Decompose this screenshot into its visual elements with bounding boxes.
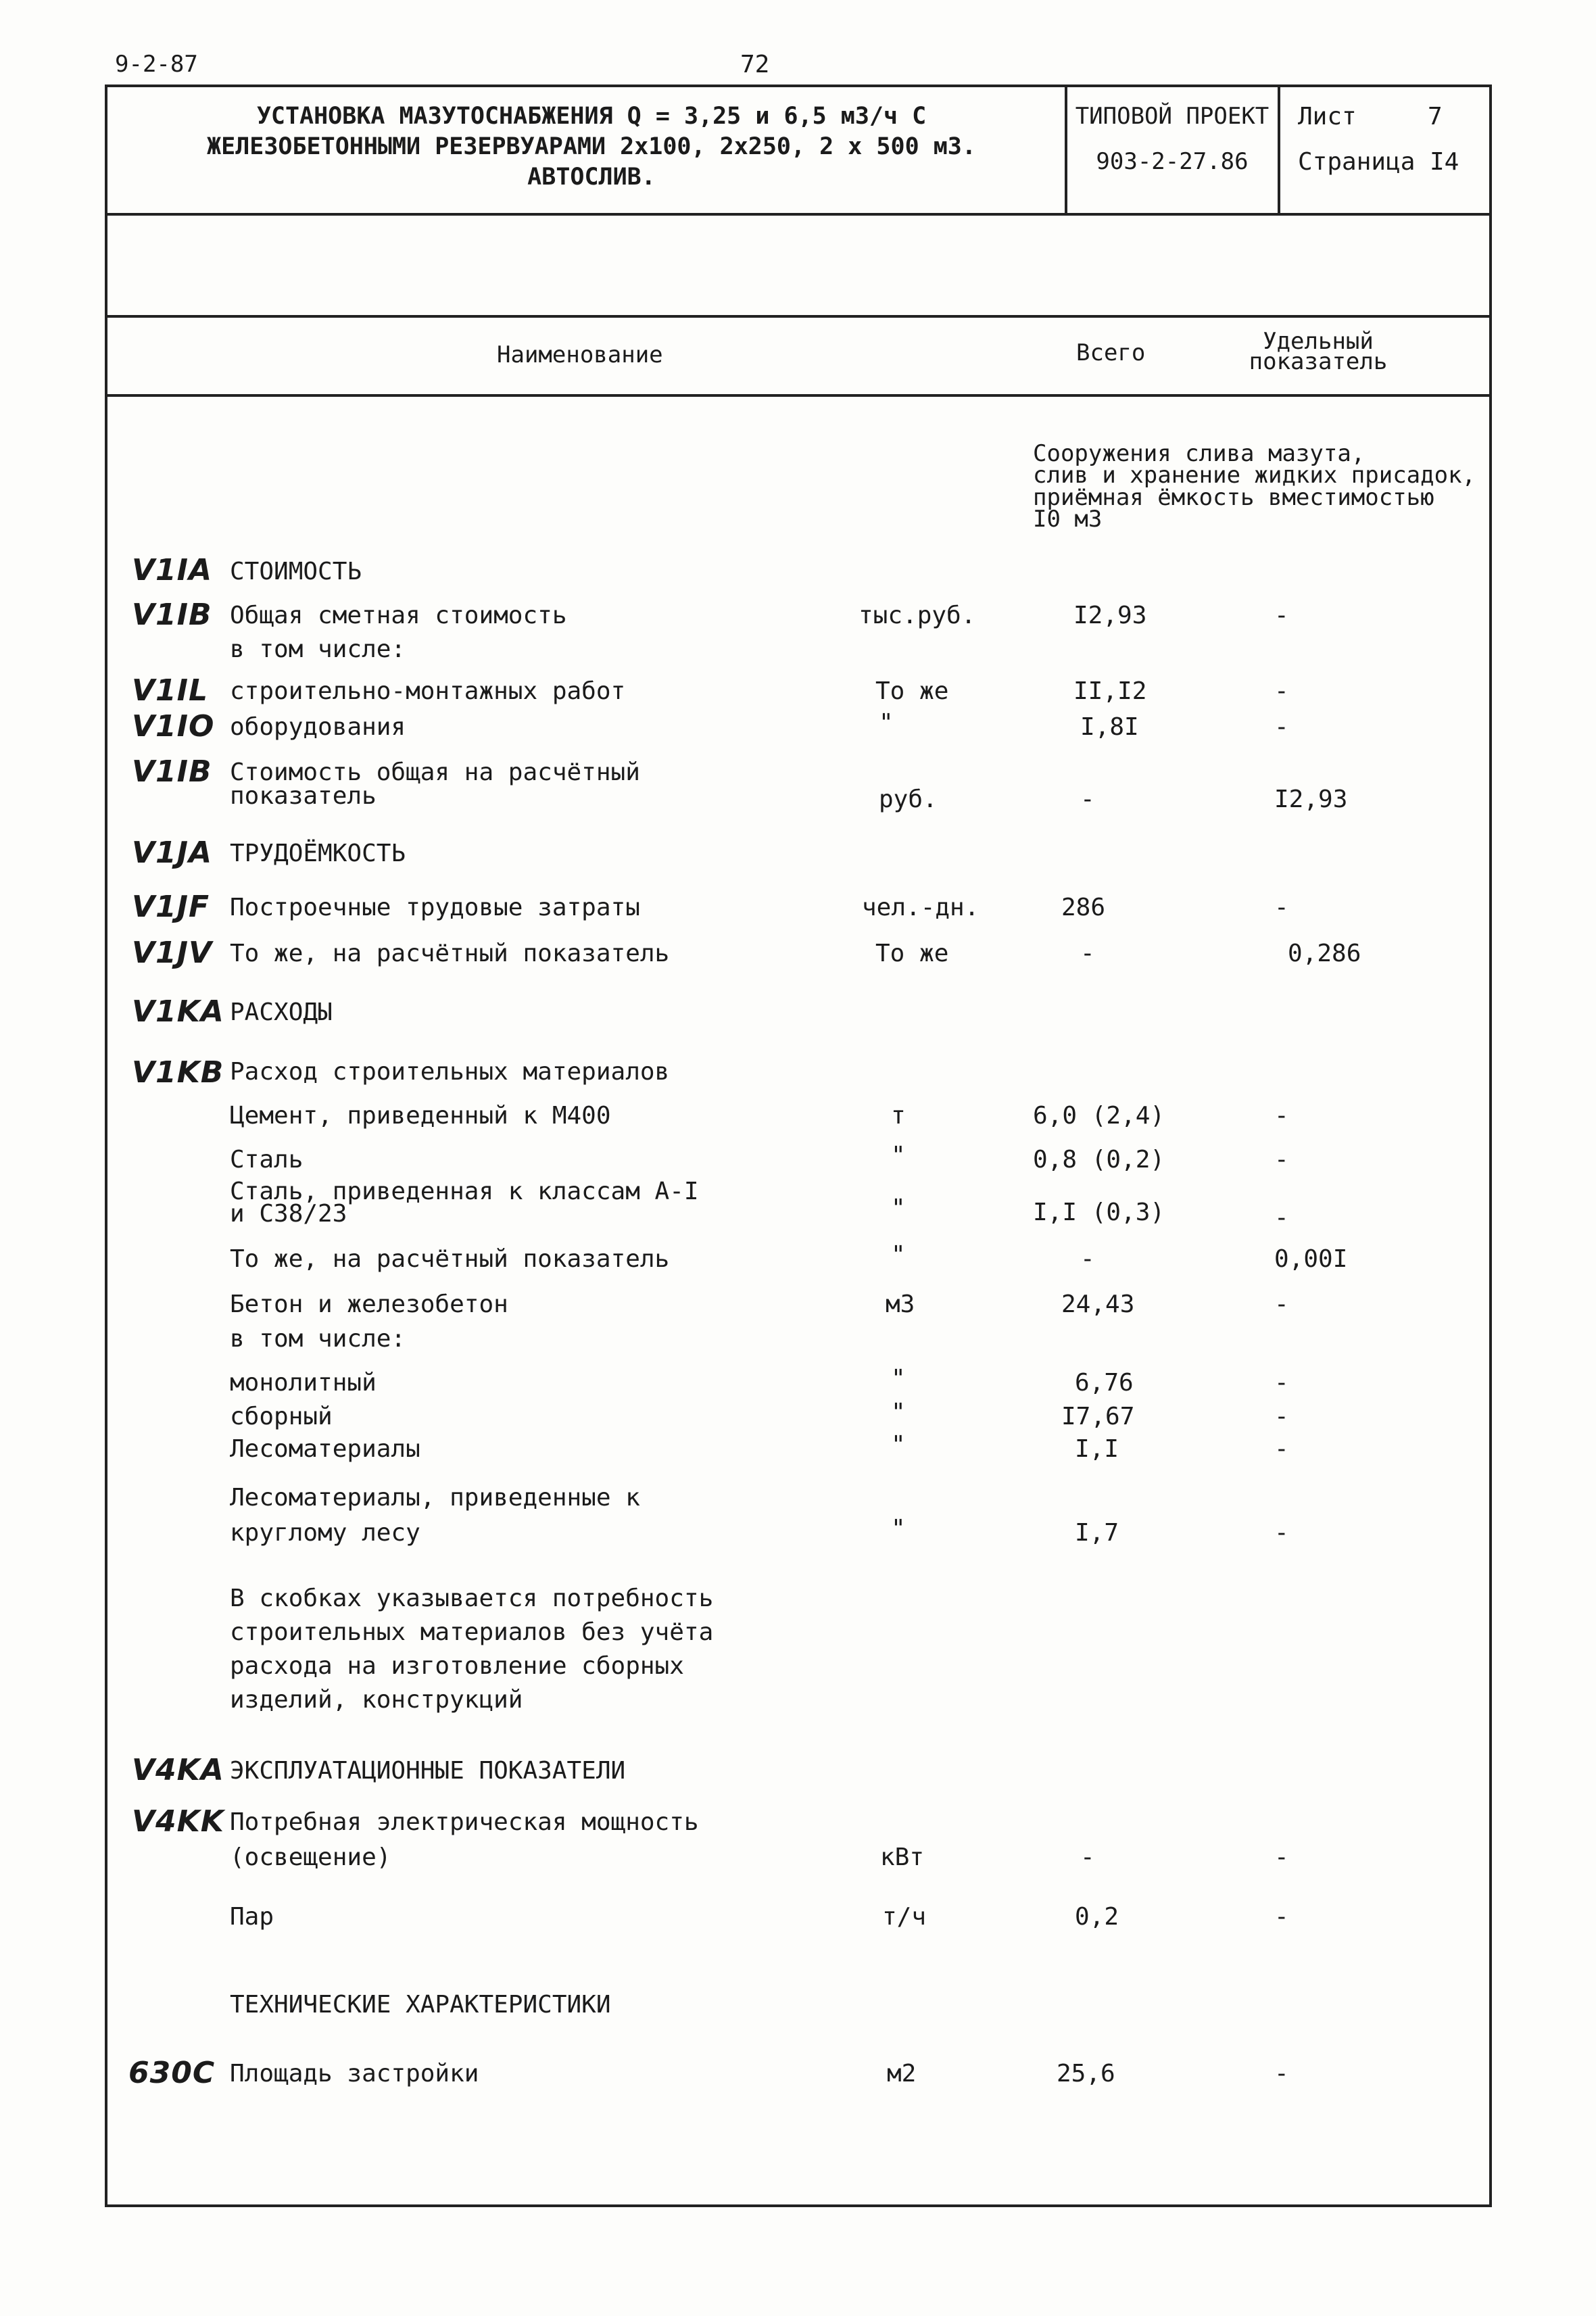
row-total: - xyxy=(1080,786,1095,813)
row-specific: - xyxy=(1274,1102,1289,1130)
row-specific: - xyxy=(1274,894,1289,921)
row-code: V4KA xyxy=(132,1753,224,1787)
row-unit: " xyxy=(891,1515,906,1543)
row-total: I,7 xyxy=(1075,1519,1119,1547)
section-heading: ТРУДОЁМКОСТЬ xyxy=(230,840,406,867)
row-name: Потребная электрическая мощность xyxy=(230,1808,699,1836)
column-header-top-line xyxy=(105,315,1492,318)
row-unit: " xyxy=(891,1195,906,1222)
row-total: I7,67 xyxy=(1061,1403,1135,1430)
bracket-note xyxy=(230,1582,713,1717)
title-line: ЖЕЛЕЗОБЕТОННЫМИ РЕЗЕРВУАРАМИ 2х100, 2х250, 2 х 500 м3. xyxy=(207,132,976,160)
row-name: Общая сметная стоимость xyxy=(230,602,567,629)
row-total: 0,8 (0,2) xyxy=(1033,1146,1165,1174)
row-specific: - xyxy=(1274,677,1289,705)
project-label: ТИПОВОЙ ПРОЕКТ xyxy=(1075,103,1269,130)
row-name: оборудования xyxy=(230,713,406,741)
row-total: 25,6 xyxy=(1057,2060,1115,2088)
row-total: I2,93 xyxy=(1073,602,1147,629)
row-unit: м2 xyxy=(887,2060,917,2088)
row-name: То же, на расчётный показатель xyxy=(230,1245,670,1273)
title-line: УСТАНОВКА МАЗУТОСНАБЖЕНИЯ Q = 3,25 и 6,5 м3/ч С xyxy=(256,103,927,130)
row-code: V1KB xyxy=(132,1055,224,1090)
row-unit: " xyxy=(891,1431,906,1459)
facility-note-line: приёмная ёмкость вместимостью xyxy=(1033,483,1434,511)
row-name: сборный xyxy=(230,1403,333,1430)
bracket-note-line: изделий, конструкций xyxy=(230,1686,523,1714)
row-code: V1IB xyxy=(132,754,212,789)
row-unit: " xyxy=(891,1399,906,1426)
row-unit: " xyxy=(891,1241,906,1269)
row-specific: - xyxy=(1274,2060,1289,2088)
row-total: 6,76 xyxy=(1075,1369,1134,1397)
row-specific: I2,93 xyxy=(1274,786,1348,813)
row-code: V1JA xyxy=(132,836,213,870)
row-unit: чел.-дн. xyxy=(862,894,980,921)
row-specific: - xyxy=(1274,602,1289,629)
row-total: 286 xyxy=(1061,894,1106,921)
row-unit: " xyxy=(891,1365,906,1393)
row-name: Построечные трудовые затраты xyxy=(230,894,640,921)
row-name-line2: в том числе: xyxy=(230,1325,406,1353)
row-total: I,8I xyxy=(1080,713,1139,741)
row-name: То же, на расчётный показатель xyxy=(230,940,670,967)
row-specific: - xyxy=(1274,713,1289,741)
section-heading: СТОИМОСТЬ xyxy=(230,558,362,585)
row-specific: - xyxy=(1274,1204,1289,1232)
row-name: Стоимость общая на расчётный xyxy=(230,758,640,786)
row-total: I,I xyxy=(1075,1435,1119,1463)
row-code: V1JF xyxy=(132,890,210,924)
row-unit: т xyxy=(891,1102,906,1130)
row-total: - xyxy=(1080,1843,1095,1871)
section-heading: ТЕХНИЧЕСКИЕ ХАРАКТЕРИСТИКИ xyxy=(230,1991,611,2019)
row-unit: т/ч xyxy=(882,1903,927,1931)
row-name: монолитный xyxy=(230,1369,377,1397)
column-header-total: Всего xyxy=(1076,339,1146,366)
row-name: Лесоматериалы, приведенные к xyxy=(230,1484,640,1512)
row-total: II,I2 xyxy=(1073,677,1147,705)
row-name-line2: в том числе: xyxy=(230,635,406,663)
row-code: V1IL xyxy=(132,673,209,708)
row-name: Площадь застройки xyxy=(230,2060,479,2088)
row-code: V1JV xyxy=(132,936,213,970)
row-name: Расход строительных материалов xyxy=(230,1058,670,1086)
row-unit: руб. xyxy=(879,786,938,813)
row-name: Сталь, приведенная к классам А-I xyxy=(230,1178,699,1205)
row-unit: То же xyxy=(875,940,949,967)
row-name-line2: круглому лесу xyxy=(230,1519,420,1547)
row-total: 0,2 xyxy=(1075,1903,1119,1931)
column-header-specific-1: Удельный xyxy=(1263,328,1374,355)
bracket-note-line: В скобках указывается потребность xyxy=(230,1585,714,1612)
section-heading: ЭКСПЛУАТАЦИОННЫЕ ПОКАЗАТЕЛИ xyxy=(230,1757,626,1785)
row-code: V1IB xyxy=(132,598,212,632)
row-unit: м3 xyxy=(886,1290,915,1318)
page-label: Страница xyxy=(1298,148,1416,176)
row-specific: 0,00I xyxy=(1274,1245,1348,1273)
project-number: 903-2-27.86 xyxy=(1096,148,1249,175)
row-specific: - xyxy=(1274,1369,1289,1397)
row-total: I,I (0,3) xyxy=(1033,1199,1165,1226)
sheet-label: Лист xyxy=(1298,103,1357,130)
document-series: 9-2-87 xyxy=(115,51,198,78)
row-total: 24,43 xyxy=(1061,1290,1135,1318)
section-heading: РАСХОДЫ xyxy=(230,998,333,1026)
row-specific: - xyxy=(1274,1843,1289,1871)
header-vline-2 xyxy=(1278,85,1280,214)
header-vline-1 xyxy=(1065,85,1067,214)
row-unit: " xyxy=(891,1142,906,1169)
row-name: Бетон и железобетон xyxy=(230,1290,508,1318)
row-specific: - xyxy=(1274,1435,1289,1463)
row-name: Цемент, приведенный к М400 xyxy=(230,1102,611,1130)
facility-note xyxy=(1033,440,1476,533)
row-specific: - xyxy=(1274,1146,1289,1174)
row-name: строительно-монтажных работ xyxy=(230,677,626,705)
column-header-bottom-line xyxy=(105,394,1492,397)
row-code: V1KA xyxy=(132,994,224,1029)
header-divider xyxy=(105,213,1492,216)
page-number: 72 xyxy=(740,51,770,78)
row-total: 6,0 (2,4) xyxy=(1033,1102,1165,1130)
column-header-name: Наименование xyxy=(497,341,663,368)
facility-note-line: I0 м3 xyxy=(1033,505,1103,533)
row-code: 630C xyxy=(128,2056,216,2090)
page-value: I4 xyxy=(1430,148,1459,176)
row-unit: тыс.руб. xyxy=(859,602,976,629)
row-unit: То же xyxy=(875,677,949,705)
title-line: АВТОСЛИВ. xyxy=(527,163,656,191)
row-specific: - xyxy=(1274,1519,1289,1547)
row-total: - xyxy=(1080,1245,1095,1273)
document-title xyxy=(128,101,1055,192)
row-total: - xyxy=(1080,940,1095,967)
row-unit: кВт xyxy=(880,1843,925,1871)
row-name-line2: (освещение) xyxy=(230,1843,391,1871)
row-name: Лесоматериалы xyxy=(230,1435,420,1463)
column-header-specific-2: показатель xyxy=(1249,348,1388,375)
row-code: V1IA xyxy=(132,553,213,587)
row-code: V1IO xyxy=(132,709,215,744)
row-specific: 0,286 xyxy=(1288,940,1361,967)
facility-note-line: Сооружения слива мазута, xyxy=(1033,440,1365,467)
row-unit: " xyxy=(879,709,894,737)
row-name-line2: и С38/23 xyxy=(230,1200,347,1228)
row-specific: - xyxy=(1274,1403,1289,1430)
row-code: V4KK xyxy=(132,1804,224,1839)
row-specific: - xyxy=(1274,1903,1289,1931)
sheet-value: 7 xyxy=(1428,103,1443,130)
bracket-note-line: строительных материалов без учёта xyxy=(230,1618,714,1646)
row-name-line2: показатель xyxy=(230,782,377,810)
facility-note-line: слив и хранение жидких присадок, xyxy=(1033,462,1476,489)
row-name: Пар xyxy=(230,1903,274,1931)
row-specific: - xyxy=(1274,1290,1289,1318)
bracket-note-line: расхода на изготовление сборных xyxy=(230,1652,684,1680)
row-name: Сталь xyxy=(230,1146,304,1174)
